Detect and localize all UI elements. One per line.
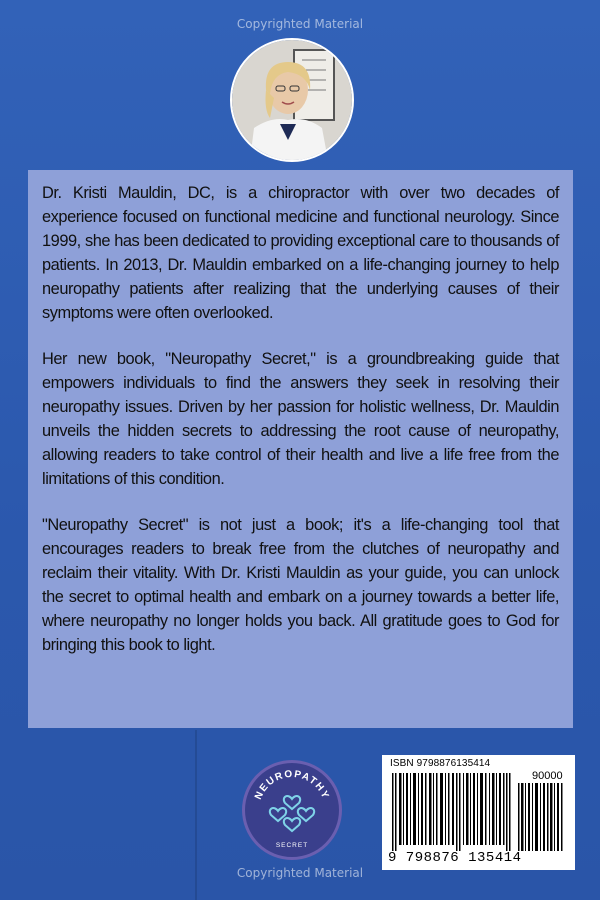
isbn-digits: 9 798876 135414 <box>388 850 522 866</box>
svg-text:NEUROPATHY <box>253 769 331 802</box>
price-code: 90000 <box>532 770 563 782</box>
author-bio-box <box>28 170 573 728</box>
barcode-bars <box>392 773 567 851</box>
watermark-top: Copyrighted Material <box>236 17 364 31</box>
author-portrait-image <box>232 40 352 160</box>
logo-top-text: NEUROPATHY <box>252 768 332 802</box>
author-photo <box>230 38 354 162</box>
heart-cluster-icon <box>270 796 314 831</box>
isbn-label: ISBN 9798876135414 <box>390 758 491 769</box>
logo-bottom-text: SECRET <box>275 842 309 849</box>
isbn-barcode <box>382 755 575 870</box>
neuropathy-secret-logo <box>242 760 342 860</box>
bio-paragraph-2: Her new book, "Neuropathy Secret," is a groundbreaking guide that empowers individuals to find the answers they seek in resolving their neuropathy issues. Driven by her passion for holistic wellness, Dr. Mauldin unveils the hidden secrets to addressing the root cause of neuropathy, allowing readers to take control of their health and live a life free from the limitations of this condition. <box>42 350 559 488</box>
bio-paragraph-1: Dr. Kristi Mauldin, DC, is a chiropractor with over two decades of experience focused on functional medicine and functional neurology. Since 1999, she has been dedicated to providing exceptional care to thousands of patients. In 2013, Dr. Mauldin embarked on a life-changing journey to help neuropathy patients after realizing that the underlying causes of their symptoms were often overlooked. <box>42 184 559 322</box>
watermark-bottom: Copyrighted Material <box>236 866 364 880</box>
bio-paragraph-3: "Neuropathy Secret" is not just a book; it's a life-changing tool that encourages readers to break free from the clutches of neuropathy and reclaim their vitality. With Dr. Kristi Mauldin as your guide, you can unlock the secret to optimal health and embark on a journey towards a better life, where neuropathy no longer holds you back. All gratitude goes to God for bringing this book to light. <box>42 516 559 654</box>
